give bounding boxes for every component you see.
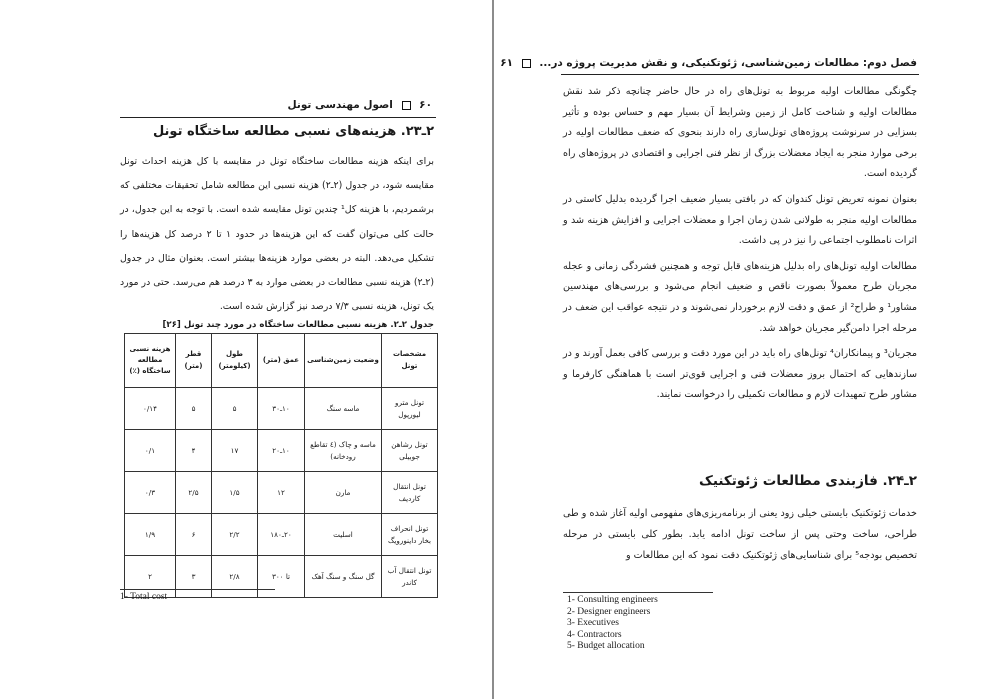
table-cell: ۲ (125, 556, 176, 598)
right-paragraph-4: مجریان³ و پیمانکاران⁴ تونل‌های راه باید در این مورد دقت و بررسی کافی بعمل آورند و در سازندهایی که احتمال بروز معضلات فنی و اجرایی قوی‌تر است با هماهنگی کارفرما و مشاور طرح تمهیدات لازم و مطالعات تکمیلی را درخواست نمایند. (563, 348, 917, 401)
table-cell: ۰/۱ (125, 430, 176, 472)
table-cell: ماسه سنگ (305, 388, 382, 430)
table-cell: مارن (305, 472, 382, 514)
table-header-cell: هزینه نسبی مطالعه ساختگاه (٪) (125, 334, 176, 388)
table-caption: جدول ۲ـ۲. هزینه نسبی مطالعات ساختگاه در مورد چند تونل [۲۶] (162, 320, 434, 330)
table-cell: ۱۲ (258, 472, 305, 514)
table-header-cell: قطر (متر) (176, 334, 212, 388)
right-section-title: ۲ـ۲۴. فازبندی مطالعات ژئوتکنیک (699, 473, 917, 489)
table-cell: گل سنگ و سنگ آهک (305, 556, 382, 598)
table-cell: تا ۳۰۰ (258, 556, 305, 598)
right-paragraph-2: بعنوان نمونه تعریض تونل کندوان که در بافتی بسیار ضعیف اجرا گردیده بدلیل کاستی در مطالعات اولیه منجر به طولانی شدن زمان اجرا و معضلات اجرایی و افزایش هزینه شد و اثرات نامطلوب اجتماعی را نیز در پی داشت. (563, 193, 917, 247)
square-bullet-icon (522, 59, 531, 68)
table-cell: ۵ (212, 388, 258, 430)
table-cell: ۵ (176, 388, 212, 430)
right-page-header (500, 57, 917, 69)
relative-cost-table (124, 333, 438, 598)
right-footnote-4: 4- Contractors (567, 629, 622, 640)
table-row (125, 388, 438, 430)
right-paragraph-1: چگونگی مطالعات اولیه مربوط به تونل‌های راه در حال حاضر چنانچه ذکر شد نقش مطالعات اولیه و شناخت کامل از زمین وشرایط آن بسیار مهم و حساس بوده و تأثیر بسزایی در سرنوشت پروژه‌های تونل‌سازی راه دارند بنحوی که ضعف مطالعات اولیه در برخی موارد منجر به ایجاد معضلات بزرگ از نظر فنی اجرایی و اقتصادی در پروژه‌های راه گردیده است. (563, 86, 917, 180)
right-running-title: فصل دوم: مطالعات زمین‌شناسی، ژئوتکنیکی، و نقش مدیریت پروژه در... (539, 57, 917, 69)
right-footnote-2: 2- Designer engineers (567, 606, 651, 617)
right-header-rule (561, 74, 919, 75)
table-row (125, 430, 438, 472)
table-header-cell: وضعیت زمین‌شناسی (305, 334, 382, 388)
table-cell: ماسه و چاک (٤ تقاطع رودخانه) (305, 430, 382, 472)
right-footnotes (567, 595, 658, 653)
table-cell: ۲۰ـ۱۸۰ (258, 514, 305, 556)
table-cell: ۲/۵ (176, 472, 212, 514)
right-page (496, 0, 995, 699)
table-cell: ۱۰ـ۳۰ (258, 388, 305, 430)
page-gutter (492, 0, 494, 699)
table-header-cell: طول (کیلومتر) (212, 334, 258, 388)
table-cell: ۲/۲ (212, 514, 258, 556)
table-cell: تونل مترو لیورپول (382, 388, 438, 430)
table-cell: اسلیت (305, 514, 382, 556)
table-cell: ۳ (176, 556, 212, 598)
left-page-number: ۶۰ (419, 99, 432, 111)
right-page-number: ۶۱ (500, 57, 514, 69)
table-cell: ۱/۵ (212, 472, 258, 514)
left-running-title: اصول مهندسی تونل (287, 99, 393, 111)
right-footnote-1: 1- Consulting engineers (567, 595, 658, 605)
left-page-header (288, 99, 432, 111)
table-cell: ۶ (176, 514, 212, 556)
table-cell: ۱/۹ (125, 514, 176, 556)
table-cell: تونل انتقال آب کاندر (382, 556, 438, 598)
table-header-row (125, 334, 438, 388)
table-cell: ۰/۳ (125, 472, 176, 514)
table-cell: ۲/۸ (212, 556, 258, 598)
table-row (125, 556, 438, 598)
table-cell: تونل انحراف بخار داینورویگ (382, 514, 438, 556)
left-footnote-1: 1- Total cost (120, 592, 168, 602)
left-footnote-rule (120, 589, 275, 590)
table-cell: ۱۰ـ۲۰ (258, 430, 305, 472)
left-page (0, 0, 492, 699)
left-paragraph: برای اینکه هزینه مطالعات ساختگاه تونل در مقایسه با کل هزینه احداث تونل مقایسه شود، در جدول (۲ـ۲) هزینه نسبی این مطالعه شامل تحقیقات مختلفی که برشمردیم، با هزینه کل¹ چندین تونل مقایسه شده است. با توجه به این جدول، در حالت کلی می‌توان گفت که این هزینه‌ها در حدود ۱ تا ۲ درصد کل هزینه‌ها را تشکیل می‌دهد. البته در بعضی موارد هزینه‌ها بیشتر است. بعنوان مثال در جدول (۲ـ۲) هزینه نسبی مطالعات در بعضی موارد به ۳ درصد هم می‌رسد. حتی در مورد یک تونل، هزینه نسبی ۷/۳ درصد نیز گزارش شده است. (120, 156, 434, 313)
table-cell: ۰/۱۴ (125, 388, 176, 430)
right-footnote-5: 5- Budget allocation (567, 641, 645, 651)
right-footnote-3: 3- Executives (567, 618, 619, 628)
table-row (125, 514, 438, 556)
table-row (125, 472, 438, 514)
right-section-paragraph: خدمات ژئوتکنیک بایستی خیلی زود یعنی از برنامه‌ریزی‌های مفهومی اولیه آغاز شده و طی طراحی، ساخت وحتی پس از ساخت تونل ادامه یابد. بطور کلی بایستی در مرحله تخصیص بودجه⁵ برای شناسایی‌های ژئوتکنیک دقت نمود که این مطالعات و (563, 508, 917, 561)
right-body (563, 82, 917, 406)
table-cell: تونل انتقال کاردیف (382, 472, 438, 514)
left-section-title: ۲ـ۲۳. هزینه‌های نسبی مطالعه ساختگاه تونل (152, 124, 434, 139)
table-cell: ۴ (176, 430, 212, 472)
table-header-cell: عمق (متر) (258, 334, 305, 388)
table-header-cell: مشخصات تونل (382, 334, 438, 388)
square-bullet-icon (402, 101, 411, 110)
table-cell: تونل رشاهن جوبیلی (382, 430, 438, 472)
right-paragraph-3: مطالعات اولیه تونل‌های راه بدلیل هزینه‌های قابل توجه و همچنین فشردگی زمانی و عجله مجریان طرح معمولاً بصورت ناقص و ضعیف انجام می‌شود و بررسی‌های مهندسین مشاور¹ و طراح² از عمق و دقت لازم برخوردار نمی‌شوند و در نتیجه عواقب این ضعف در مرحله اجرا دامن‌گیر مجریان خواهد شد. (563, 260, 918, 334)
right-footnote-rule (563, 592, 713, 593)
left-header-rule (120, 117, 436, 118)
table-cell: ۱۷ (212, 430, 258, 472)
